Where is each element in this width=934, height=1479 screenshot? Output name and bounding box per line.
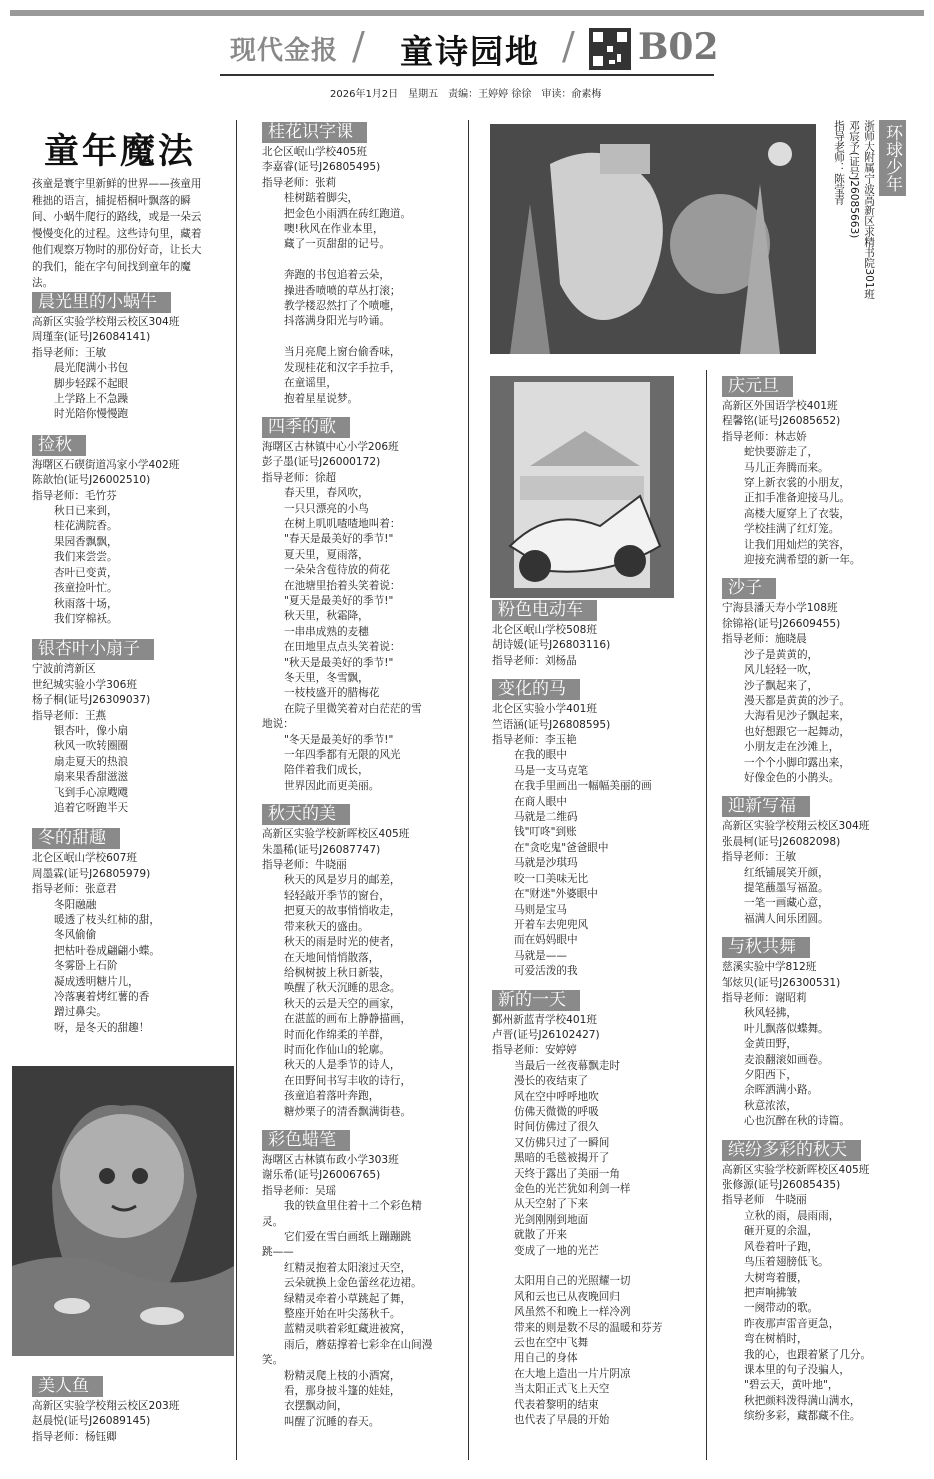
text-line: 砸开夏的余温， — [744, 1225, 819, 1238]
text-line: 指导老师：杨钰卿 — [32, 1430, 117, 1443]
text-line: 果园香飘飘， — [54, 535, 118, 548]
poem-block — [262, 116, 462, 407]
text-line: 我们来尝尝。 — [54, 551, 118, 564]
text-line: 噢!秋风在作业本里， — [284, 223, 384, 236]
poem-title: 彩色蜡笔 — [262, 1130, 350, 1151]
text-line: 赵晨悦(证号J26089145) — [32, 1415, 151, 1428]
text-line: 麦浪翻滚如画卷。 — [744, 1053, 829, 1066]
text-line: 竺语涵(证号J26808595) — [492, 718, 611, 731]
text-line: 海曙区石碶街道冯家小学402班 — [32, 458, 180, 471]
teacher: 指导老师：王敏 — [32, 346, 107, 359]
poem-block — [722, 572, 922, 786]
text-line: 邹炫贝(证号J26300531) — [722, 976, 841, 989]
text-line: 也代表了早晨的开始 — [514, 1414, 610, 1427]
text-line: 桂花满院香。 — [54, 520, 118, 533]
text-line: 昨夜那声雷音更急， — [744, 1317, 840, 1330]
poem-title: 缤纷多彩的秋天 — [722, 1140, 861, 1161]
text-line: 秋雨落十场， — [54, 597, 118, 610]
poem-column-2 — [262, 116, 462, 1430]
feature-title: 童年魔法 — [44, 131, 197, 172]
text-line: 轻轻敲开季节的窗台， — [284, 889, 390, 902]
poem-title: 晨光里的小蜗牛 — [32, 292, 171, 313]
text-line: 高新区实验学校新晖校区405班 — [262, 828, 410, 841]
text-line: 可爱活泼的我 — [514, 965, 578, 978]
text-line: 指导老师：王燕 — [32, 709, 107, 722]
poem-block — [32, 1370, 232, 1445]
text-line: 冬天里，冬雪飘， — [284, 672, 369, 684]
text-line: 时而化作绵柔的羊群， — [284, 1028, 390, 1041]
text-line: "冬天是最美好的季节!" — [284, 733, 394, 746]
text-line: 提笔蘸墨写福盈。 — [744, 881, 829, 894]
text-line: 小朋友走在沙滩上， — [744, 741, 840, 754]
text-line: 在童谣里， — [284, 377, 337, 390]
text-line: 在我的眼中 — [514, 749, 567, 762]
poem-title: 银杏叶小扇子 — [32, 639, 154, 660]
text-line: 弯在树梢时， — [744, 1333, 808, 1346]
text-line: 一笔一画藏心意， — [744, 897, 829, 910]
text-line: 一串串成熟的麦穗 — [284, 625, 369, 638]
section-title: 童诗园地 — [400, 32, 540, 71]
text-line: 脚步轻踩不起眼 — [54, 377, 129, 390]
text-line: 周墨霖(证号J26805979) — [32, 867, 151, 880]
text-line: 朱墨稀(证号J26087747) — [262, 843, 381, 856]
text-line: 秋天的云是天空的画家， — [284, 997, 401, 1010]
text-line — [262, 253, 462, 268]
text-line: 风虽然不和晚上一样冷冽 — [514, 1306, 631, 1319]
text-line: 当月亮爬上窗台偷香味， — [284, 346, 401, 359]
text-line: 好像金色的小鹊头。 — [744, 771, 840, 784]
text-line: 藏了一页甜甜的记号。 — [284, 238, 390, 251]
poem-title: 与秋共舞 — [722, 937, 810, 958]
poem-block — [32, 286, 232, 423]
text-line: 慈溪实验中学812班 — [722, 961, 817, 974]
text-line: 在商人眼中 — [514, 795, 567, 808]
text-line: 北仑区岷山学校607班 — [32, 852, 137, 865]
text-line: 我的铁盒里住着十二个彩色精 — [284, 1200, 422, 1213]
text-line: 地说： — [262, 718, 294, 731]
text-line: 张晨柯(证号J26082098) — [722, 835, 841, 848]
text-line: 金黄田野， — [744, 1038, 797, 1051]
text-line: 指导老师：张莉 — [262, 176, 337, 189]
poem-block — [492, 673, 692, 979]
publication-name: 现代金报 — [230, 36, 339, 66]
text-line — [262, 330, 462, 345]
text-line: 高楼大厦穿上了衣装， — [744, 507, 850, 520]
poem-block — [492, 984, 692, 1429]
text-line: 蓝精灵哄着彩虹藏进被窝， — [284, 1323, 412, 1336]
poem-title: 庆元旦 — [722, 376, 793, 397]
text-line: 把金色小雨洒在砖红跑道。 — [284, 207, 412, 220]
text-line: 陪伴着我们成长， — [284, 764, 369, 777]
text-line: 彭子墨(证号J26000172) — [262, 456, 381, 469]
text-line: 宁海县潘天寿小学108班 — [722, 602, 838, 615]
mermaid-drawing-image — [12, 1066, 234, 1356]
text-line: 胡诗媛(证号J26803116) — [492, 639, 611, 652]
text-line: 指导老师：李玉艳 — [492, 734, 577, 747]
text-line: 夏天里，夏雨落， — [284, 548, 369, 561]
page-number: B02 — [638, 26, 719, 68]
text-line: 抱着星星说梦。 — [284, 392, 359, 405]
text-line: 宁波前湾新区 — [32, 663, 96, 676]
painting-title: 环球少年 — [879, 120, 906, 196]
text-line: 穿上新衣裳的小朋友， — [744, 477, 850, 490]
text-line: 正扣手准备迎接马儿。 — [744, 492, 850, 505]
text-line: 杏叶已变黄， — [54, 566, 118, 579]
poem-block — [722, 370, 922, 568]
text-line: 冷落裹着烤红薯的香 — [54, 991, 150, 1004]
text-line: 指导老师 牛晓丽 — [722, 1194, 807, 1207]
poem-block — [722, 1134, 922, 1425]
text-line: 指导老师：徐超 — [262, 471, 337, 484]
text-line: 一朵朵含苞待放的荷花 — [284, 564, 390, 577]
text-line: 在湛蓝的画布上静静描画， — [284, 1013, 412, 1026]
text-line: 抖落满身阳光与吟诵。 — [284, 315, 390, 328]
text-line: 看，那身披斗篷的娃娃， — [284, 1385, 401, 1398]
pink-scooter-drawing-image — [490, 376, 674, 598]
text-line: 心也沉醉在秋的诗篇。 — [744, 1115, 850, 1128]
text-line: 高新区实验学校新晖校区405班 — [722, 1163, 870, 1176]
text-line: 大海看见沙子飘起来， — [744, 710, 850, 723]
poem-title: 美人鱼 — [32, 1376, 103, 1397]
text-line: 飞到手心凉飕飕 — [54, 786, 129, 799]
text-line: 桂树踮着脚尖， — [284, 192, 359, 205]
text-line: 钱"叮咚"到账 — [514, 826, 577, 839]
text-line: 奔跑的书包追着云朵， — [284, 269, 390, 282]
text-line: 一只只漂亮的小鸟 — [284, 502, 369, 515]
text-line: 在池塘里抬着头笑着说： — [284, 579, 401, 592]
text-line: 指导老师：吴瑶 — [262, 1184, 337, 1197]
text-line: 咬一口美味无比 — [514, 872, 589, 885]
poem-column-1 — [32, 286, 232, 1036]
text-line: 徐锦裕(证号J26609455) — [722, 617, 841, 630]
text-line: 谢乐希(证号J26006765) — [262, 1169, 381, 1182]
text-line: 当太阳正式飞上天空 — [514, 1383, 610, 1396]
text-line: 马儿正奔腾而来。 — [744, 461, 829, 474]
text-line: 在田野间书写丰收的诗行， — [284, 1074, 412, 1087]
painting-credit — [833, 120, 906, 350]
text-line: 世纪城实验小学306班 — [32, 678, 137, 691]
text-line: 黑暗的毛毯被揭开了 — [514, 1152, 610, 1165]
text-line: 太阳用自己的光照耀一切 — [514, 1275, 631, 1288]
text-line: 就散了开来 — [514, 1229, 567, 1242]
poem-title: 冬的甜趣 — [32, 828, 120, 849]
text-line: "春天是最美好的季节!" — [284, 533, 394, 546]
text-line: 带来秋天的盛由。 — [284, 920, 369, 933]
text-line: 秋风一吹转圈圈 — [54, 740, 129, 753]
text-line: "秋天是最美好的季节!" — [284, 656, 394, 669]
text-line: 北仑区岷山学校405班 — [262, 146, 367, 158]
text-line: 仿佛天微微的呼吸 — [514, 1105, 599, 1118]
text-line: 在"贪吃鬼"爸爸眼中 — [514, 841, 609, 854]
text-line: 光剑刚刚到地面 — [514, 1213, 589, 1226]
global-youth-painting-image — [490, 124, 816, 354]
text-line: 课本里的句子没骗人， — [744, 1363, 850, 1376]
text-line: 扇来果香甜滋滋 — [54, 771, 129, 784]
text-line: 北仑区岷山学校508班 — [492, 624, 597, 636]
text-line: 银杏叶，像小扇 — [54, 724, 129, 737]
text-line: 指导老师：谢昭莉 — [722, 992, 807, 1004]
poem-title: 粉色电动车 — [492, 600, 597, 621]
column-divider — [468, 120, 469, 1460]
text-line: 我们穿棉袄。 — [54, 612, 118, 625]
text-line: 在田地里点点头笑着说： — [284, 641, 401, 654]
text-line: 高新区实验学校翔云校区304班 — [722, 820, 870, 833]
text-line: 马就是—— — [514, 949, 567, 962]
text-line: 海曙区古林镇中心小学206班 — [262, 440, 399, 453]
text-line: 时间仿佛过了很久 — [514, 1121, 599, 1134]
text-line: 沙子飘起来了， — [744, 679, 819, 692]
text-line: 秋意浓浓， — [744, 1099, 797, 1112]
text-line: 在我手里画出一幅幅美丽的画 — [514, 780, 652, 793]
text-line: 在大地上造出一片片阴凉 — [514, 1367, 631, 1380]
text-line: 指导老师：刘杨晶 — [492, 654, 577, 667]
text-line: 也好想跟它一起舞动， — [744, 725, 850, 738]
text-line: 马就是二维码 — [514, 811, 578, 824]
text-line: 代表着黎明的结束 — [514, 1398, 599, 1411]
text-line: 杨子桐(证号J26309037) — [32, 694, 151, 707]
text-line: 程馨铭(证号J26085652) — [722, 415, 841, 428]
text-line: 漫长的夜结束了 — [514, 1075, 589, 1088]
text-line: 春天里，春风吹， — [284, 487, 369, 500]
poem-block — [262, 411, 462, 794]
text-line: 马是一支马克笔 — [514, 764, 589, 777]
dateline: 2026年1月2日 星期五 责编：王婷婷 徐徐 审读：俞素梅 — [330, 89, 602, 100]
text-line: 红精灵抱着太阳滚过天空， — [284, 1261, 412, 1274]
text-line: 带来的则是数不尽的温暖和芬芳 — [514, 1321, 663, 1334]
text-line: 孩童追着落叶奔跑， — [284, 1090, 380, 1103]
text-line: 当最后一丝夜幕飘走时 — [514, 1059, 620, 1072]
text-line: 从天空射了下来 — [514, 1198, 589, 1211]
text-line: 高新区实验学校翔云校区203班 — [32, 1400, 180, 1412]
text-line: 上学路上不急躁 — [54, 393, 129, 406]
text-line: 唤醒了秋天沉睡的思念。 — [284, 982, 401, 995]
poem-block — [32, 429, 232, 627]
text-line: 而在妈妈眼中 — [514, 934, 578, 947]
text-line: 云朵就换上金色蕾丝花边裙。 — [284, 1277, 422, 1290]
poem-title: 四季的歌 — [262, 417, 350, 438]
text-line: 指导老师：林志娇 — [722, 430, 807, 443]
text-line: 秋天的风是岁月的邮差， — [284, 874, 401, 887]
text-line: 海曙区古林镇布政小学303班 — [262, 1153, 399, 1166]
poem-title: 变化的马 — [492, 679, 580, 700]
text-line: 让我们用灿烂的笑容， — [744, 538, 850, 551]
text-line: 又仿佛只过了一瞬间 — [514, 1136, 610, 1149]
author: 邓宸予(证号J26085663) — [848, 120, 860, 239]
poem-title: 秋天的美 — [262, 804, 350, 825]
text-line: 红纸铺展笑开颜， — [744, 866, 829, 879]
text-line: 北仑区实验小学401班 — [492, 703, 597, 716]
text-line: 晨光爬满小书包 — [54, 362, 129, 375]
text-line: 开着车去兜兜风 — [514, 918, 589, 931]
text-line: 指导老师：王敏 — [722, 851, 797, 864]
text-line: 一枝枝盛开的腊梅花 — [284, 687, 380, 700]
text-line: 福满人间乐团圆。 — [744, 912, 829, 925]
text-line: 教学楼忍然打了个喷嚏， — [284, 300, 401, 313]
poem-title: 桂花识字课 — [262, 122, 367, 143]
text-line: 一个个小脚印露出来， — [744, 756, 850, 769]
text-line: 蛇快要游走了， — [744, 446, 819, 459]
text-line: 高新区外国语学校401班 — [722, 400, 838, 412]
text-line: 绿精灵牵着小草跳起了舞， — [284, 1292, 412, 1305]
column-divider — [706, 370, 707, 1460]
text-line: 冬阳融融 — [54, 898, 97, 911]
poem-column-3 — [492, 594, 692, 1429]
author: 周瑾奎(证号J26084141) — [32, 331, 151, 344]
text-line: 跳—— — [262, 1246, 294, 1259]
text-line: 操进香喷喷的草丛打滚； — [284, 284, 401, 297]
text-line — [492, 1259, 692, 1274]
text-line: 灵。 — [262, 1215, 284, 1228]
text-line: 漫天都是黄黄的沙子。 — [744, 694, 850, 707]
text-line: 秋天的人是季节的诗人， — [284, 1059, 401, 1072]
text-line: 秋风轻拂， — [744, 1007, 797, 1020]
text-line: 指导老师：张意君 — [32, 883, 117, 896]
column-divider — [236, 120, 237, 1460]
text-line: 陈歆怡(证号J26002510) — [32, 474, 151, 487]
poem-title: 新的一天 — [492, 990, 580, 1011]
text-line: 蹭过鼻尖。 — [54, 1006, 107, 1019]
text-line: 叫醒了沉睡的春天。 — [284, 1415, 380, 1428]
text-line: 风儿轻轻一吹， — [744, 664, 819, 677]
text-line: 衣摆飘动间， — [284, 1400, 348, 1413]
poem-block — [32, 822, 232, 1036]
poem-column-4 — [722, 370, 922, 1425]
text-line: "夏天是最美好的季节!" — [284, 594, 394, 607]
text-line: 雨后，蘑菇撑着七彩伞在山间漫 — [284, 1338, 433, 1351]
text-line: 扇走夏天的热浪 — [54, 755, 129, 768]
text-line: 指导老师：施晓晨 — [722, 633, 807, 646]
text-line: 在树上叽叽喳喳地叫着： — [284, 517, 401, 530]
text-line: 糖炒栗子的清香飘满街巷。 — [284, 1105, 412, 1118]
text-line: 金色的光芒犹如利剑一样 — [514, 1183, 631, 1195]
text-line: 冬雾卧上石阶 — [54, 960, 118, 973]
text-line: 叶儿飘落似蝶舞。 — [744, 1022, 829, 1035]
divider-slash: / — [352, 24, 365, 68]
school: 浙师大附属宁波高新区求精书院301班 — [863, 120, 875, 300]
text-line: 夕阳西下， — [744, 1069, 797, 1082]
text-line: 秋天里，秋霜降， — [284, 610, 369, 623]
text-line: 把夏天的故事悄悄收走， — [284, 905, 401, 918]
text-line: 指导老师：毛竹芬 — [32, 489, 117, 502]
text-line: 我的心，也跟着紧了几分。 — [744, 1348, 872, 1361]
text-line: 李嘉睿(证号J26805495) — [262, 161, 381, 174]
text-line: 学校挂满了红灯笼。 — [744, 523, 840, 536]
divider-slash: / — [562, 24, 575, 68]
text-line: 它们爱在雪白画纸上蹦蹦跳 — [284, 1231, 412, 1243]
text-line: 追着它呀跑半天 — [54, 801, 129, 814]
text-line: 云也在空中飞舞 — [514, 1337, 589, 1350]
poem-title: 沙子 — [722, 578, 776, 599]
teacher: 指导老师：陈莹青 — [833, 120, 845, 205]
top-rule — [10, 10, 924, 16]
text-line: 秋日已来到， — [54, 505, 118, 518]
poem-title: 迎新写福 — [722, 796, 810, 817]
text-line: 马则是宝马 — [514, 903, 567, 916]
text-line: 笑。 — [262, 1354, 284, 1367]
text-line: 凝成透明糖片儿， — [54, 975, 139, 988]
text-line: 把声响拂皱 — [744, 1286, 797, 1299]
text-line: 在天地间悄悄散落， — [284, 951, 380, 964]
text-line: 鸟压着翅膀低飞。 — [744, 1256, 829, 1269]
text-line: 余晖洒满小路。 — [744, 1084, 819, 1097]
text-line: 时光陪你慢慢跑 — [54, 408, 129, 421]
text-line: 把枯叶卷成翩翩小蝶。 — [54, 944, 160, 957]
masthead — [220, 24, 719, 76]
qr-code-icon[interactable] — [589, 28, 631, 70]
text-line: 立秋的雨，晨雨雨， — [744, 1209, 840, 1222]
text-line: 指导老师：安婷婷 — [492, 1044, 577, 1057]
text-line: 大树弯着腰， — [744, 1271, 808, 1284]
text-line: 冬风偷偷 — [54, 929, 97, 942]
text-line: 鄞州新蓝青学校401班 — [492, 1013, 597, 1026]
text-line: 孩童捡叶忙。 — [54, 582, 118, 595]
poem-block — [32, 633, 232, 816]
poem-block — [722, 931, 922, 1129]
text-line: 迎接充满希望的新一年。 — [744, 554, 861, 567]
text-line: 呀，是冬天的甜趣！ — [54, 1021, 150, 1034]
text-line: 缤纷多彩，藏都藏不住。 — [744, 1410, 861, 1423]
text-line: 整座开始在叶尖荡秋千。 — [284, 1308, 401, 1321]
text-line: 发现桂花和汉字手拉手， — [284, 361, 401, 374]
poem-block — [262, 1124, 462, 1430]
text-line: 沙子是黄黄的， — [744, 648, 819, 661]
text-line: 风和云也已从夜晚回归 — [514, 1290, 620, 1303]
feature-intro: 孩童是寰宇里新鲜的世界——孩童用稚拙的语言，捕捉梧桐叶飘落的瞬间、小蜗牛爬行的路线，或是一朵云慢慢变化的过程。这些诗句里，藏着他们观察万物时的那份好奇，让长大的我们，能在字句间找到童年的魔法。 — [32, 178, 202, 289]
poem-block — [722, 790, 922, 927]
text-line: 用自己的身体 — [514, 1352, 578, 1365]
poem-title: 捡秋 — [32, 435, 86, 456]
text-line: 世界因此而更美丽。 — [284, 779, 380, 792]
text-line: "碧云天，黄叶地"， — [744, 1379, 839, 1392]
text-line: 天终于露出了美丽一角 — [514, 1167, 620, 1180]
text-line: 指导老师：牛晓丽 — [262, 859, 347, 872]
text-line: 卢晋(证号J26102427) — [492, 1028, 600, 1041]
poem-block — [492, 594, 692, 669]
poem-block — [262, 798, 462, 1120]
text-line: 秋把颜料泼得满山满水， — [744, 1394, 861, 1407]
text-line: 风在空中呼呼地吹 — [514, 1090, 599, 1103]
text-line: 在"财迷"外婆眼中 — [514, 888, 598, 901]
text-line: 马就是沙琪玛 — [514, 857, 578, 870]
text-line: 秋天的雨是时光的使者， — [284, 936, 401, 949]
text-line: 在院子里微笑着对白茫茫的雪 — [284, 702, 422, 715]
text-line: 时而化作仙山的轮廓。 — [284, 1043, 390, 1056]
text-line: 风卷着叶子跑， — [744, 1240, 819, 1253]
text-line: 暖透了枝头红柿的甜， — [54, 914, 160, 926]
text-line: 变成了一地的光芒 — [514, 1244, 599, 1257]
text-line: 一阕带动的歌。 — [744, 1302, 819, 1315]
text-line: 给枫树披上秋日新装， — [284, 966, 390, 979]
text-line: 粉精灵爬上枝的小酒窝， — [284, 1369, 401, 1382]
text-line: 张修源(证号J26085435) — [722, 1179, 841, 1192]
text-line: 一年四季都有无限的风光 — [284, 749, 401, 762]
school: 高新区实验学校翔云校区304班 — [32, 316, 180, 328]
